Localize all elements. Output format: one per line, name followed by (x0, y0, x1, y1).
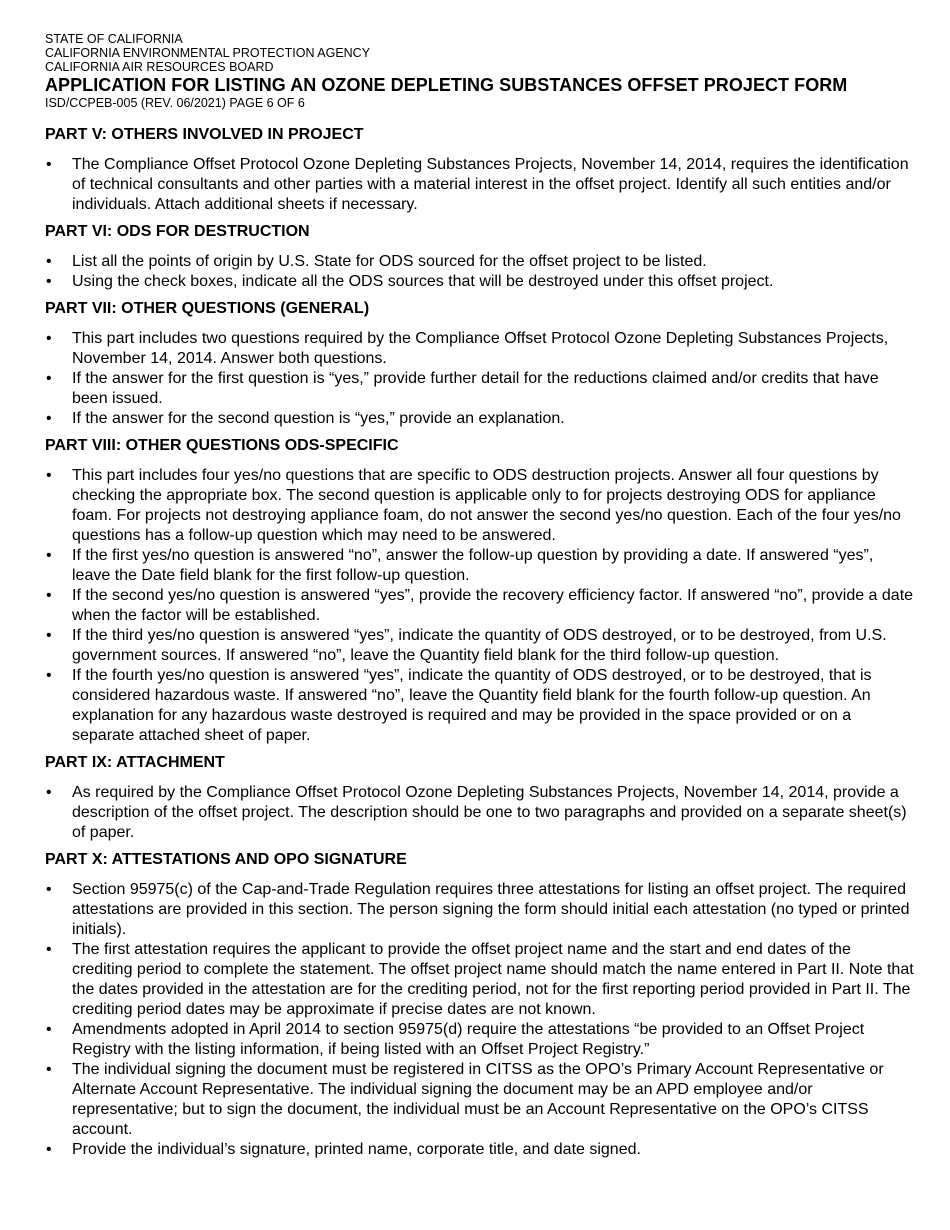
list-item (45, 252, 915, 272)
list-item-text: If the first yes/no question is answered “no”, answer the follow-up question by providing a date. If answered “yes”, leave the Date field blank for the first follow-up question. (72, 546, 874, 584)
list-item (45, 1060, 915, 1140)
section-heading: PART V: OTHERS INVOLVED IN PROJECT (45, 125, 364, 143)
bullet-icon: • (46, 1140, 52, 1158)
bullet-icon: • (46, 252, 52, 270)
list-item-text: Provide the individual’s signature, printed name, corporate title, and date signed. (72, 1140, 641, 1158)
list-item-text: Using the check boxes, indicate all the ODS sources that will be destroyed under this offset project. (72, 272, 774, 290)
bullet-icon: • (46, 466, 52, 484)
bullet-icon: • (46, 940, 52, 958)
bullet-list (45, 880, 915, 1160)
bullet-list (45, 466, 915, 746)
bullet-icon: • (46, 1060, 52, 1078)
list-item-text: Amendments adopted in April 2014 to section 95975(d) require the attestations “be provided to an Offset Project Registry with the listing information, if being listed with an Offset Project Registry.” (72, 1020, 865, 1058)
list-item-text: As required by the Compliance Offset Protocol Ozone Depleting Substances Projects, November 14, 2014, provide a description of the offset project. The description should be one to two paragraphs and provided on a separate sheet(s) of paper. (72, 783, 907, 841)
instructions-body (45, 125, 915, 1160)
bullet-icon: • (46, 155, 52, 173)
bullet-icon: • (46, 783, 52, 801)
section-part-v (45, 125, 915, 215)
list-item-text: This part includes two questions required by the Compliance Offset Protocol Ozone Depleting Substances Projects, November 14, 2014. Answer both questions. (72, 329, 889, 367)
list-item (45, 466, 915, 546)
section-heading: PART X: ATTESTATIONS AND OPO SIGNATURE (45, 850, 407, 868)
bullet-icon: • (46, 546, 52, 564)
bullet-icon: • (46, 409, 52, 427)
list-item (45, 1140, 915, 1160)
form-id: ISD/CCPEB-005 (REV. 06/2021) PAGE 6 OF 6 (45, 95, 305, 110)
agency-carb: CALIFORNIA AIR RESOURCES BOARD (45, 60, 274, 75)
list-item (45, 329, 915, 369)
bullet-icon: • (46, 626, 52, 644)
section-part-x (45, 850, 915, 1160)
bullet-icon: • (46, 1020, 52, 1038)
list-item (45, 369, 915, 409)
bullet-icon: • (46, 329, 52, 347)
bullet-icon: • (46, 666, 52, 684)
bullet-list (45, 783, 915, 843)
list-item (45, 586, 915, 626)
list-item (45, 1020, 915, 1060)
list-item-text: The first attestation requires the applicant to provide the offset project name and the start and end dates of the crediting period to complete the statement. The offset project name should match the name entered in Part II. Note that the dates provided in the attestation are for the crediting period, not for the first reporting period provided in Part II. The crediting period dates may be approximate if precise dates are not known. (72, 940, 914, 1018)
list-item-text: If the fourth yes/no question is answered “yes”, indicate the quantity of ODS destroyed, or to be destroyed, that is considered hazardous waste. If answered “no”, leave the Quantity field blank for the fourth follow-up question. An explanation for any hazardous waste destroyed is required and may be provided in the space provided or on a separate attached sheet of paper. (72, 666, 872, 744)
bullet-icon: • (46, 586, 52, 604)
list-item (45, 626, 915, 666)
list-item (45, 155, 915, 215)
bullet-icon: • (46, 272, 52, 290)
bullet-list (45, 329, 915, 429)
agency-calepa: CALIFORNIA ENVIRONMENTAL PROTECTION AGENCY (45, 46, 371, 61)
section-heading: PART VIII: OTHER QUESTIONS ODS-SPECIFIC (45, 436, 399, 454)
form-header (45, 32, 915, 110)
list-item (45, 940, 915, 1020)
list-item-text: Section 95975(c) of the Cap-and-Trade Regulation requires three attestations for listing an offset project. The required attestations are provided in this section. The person signing the form should initial each attestation (no typed or printed initials). (72, 880, 910, 938)
section-part-ix (45, 753, 915, 843)
list-item (45, 783, 915, 843)
list-item (45, 546, 915, 586)
list-item-text: The Compliance Offset Protocol Ozone Depleting Substances Projects, November 14, 2014, requires the identification of technical consultants and other parties with a material interest in the offset project. Identify all such entities and/or individuals. Attach additional sheets if necessary. (72, 155, 909, 213)
form-title: APPLICATION FOR LISTING AN OZONE DEPLETING SUBSTANCES OFFSET PROJECT FORM (45, 74, 848, 95)
section-part-vii (45, 299, 915, 429)
list-item-text: This part includes four yes/no questions that are specific to ODS destruction projects. Answer all four questions by checking the appropriate box. The second question is applicable only to for projects destroying ODS for appliance foam. For projects not destroying appliance foam, do not answer the second yes/no question. Each of the four yes/no questions has a follow-up question which may need to be answered. (72, 466, 901, 544)
section-heading: PART IX: ATTACHMENT (45, 753, 225, 771)
list-item-text: If the answer for the second question is “yes,” provide an explanation. (72, 409, 565, 427)
bullet-icon: • (46, 880, 52, 898)
list-item (45, 880, 915, 940)
list-item-text: If the second yes/no question is answered “yes”, provide the recovery efficiency factor. If answered “no”, provide a date when the factor will be established. (72, 586, 914, 624)
list-item (45, 666, 915, 746)
section-part-viii (45, 436, 915, 746)
bullet-list (45, 252, 915, 292)
list-item-text: The individual signing the document must be registered in CITSS as the OPO’s Primary Account Representative or Alternate Account Representative. The individual signing the document may be an APD employee and/or representative; but to sign the document, the individual must be an Account Representative on the OPO’s CITSS account. (72, 1060, 884, 1138)
list-item-text: If the answer for the first question is “yes,” provide further detail for the reductions claimed and/or credits that have been issued. (72, 369, 879, 407)
bullet-icon: • (46, 369, 52, 387)
list-item-text: If the third yes/no question is answered “yes”, indicate the quantity of ODS destroyed, or to be destroyed, from U.S. government sources. If answered “no”, leave the Quantity field blank for the third follow-up question. (72, 626, 887, 664)
bullet-list (45, 155, 915, 215)
form-page (45, 32, 915, 1160)
agency-state: STATE OF CALIFORNIA (45, 32, 183, 46)
list-item (45, 409, 915, 429)
list-item (45, 272, 915, 292)
section-part-vi (45, 222, 915, 292)
section-heading: PART VII: OTHER QUESTIONS (GENERAL) (45, 299, 370, 317)
list-item-text: List all the points of origin by U.S. State for ODS sourced for the offset project to be listed. (72, 252, 707, 270)
section-heading: PART VI: ODS FOR DESTRUCTION (45, 222, 310, 240)
